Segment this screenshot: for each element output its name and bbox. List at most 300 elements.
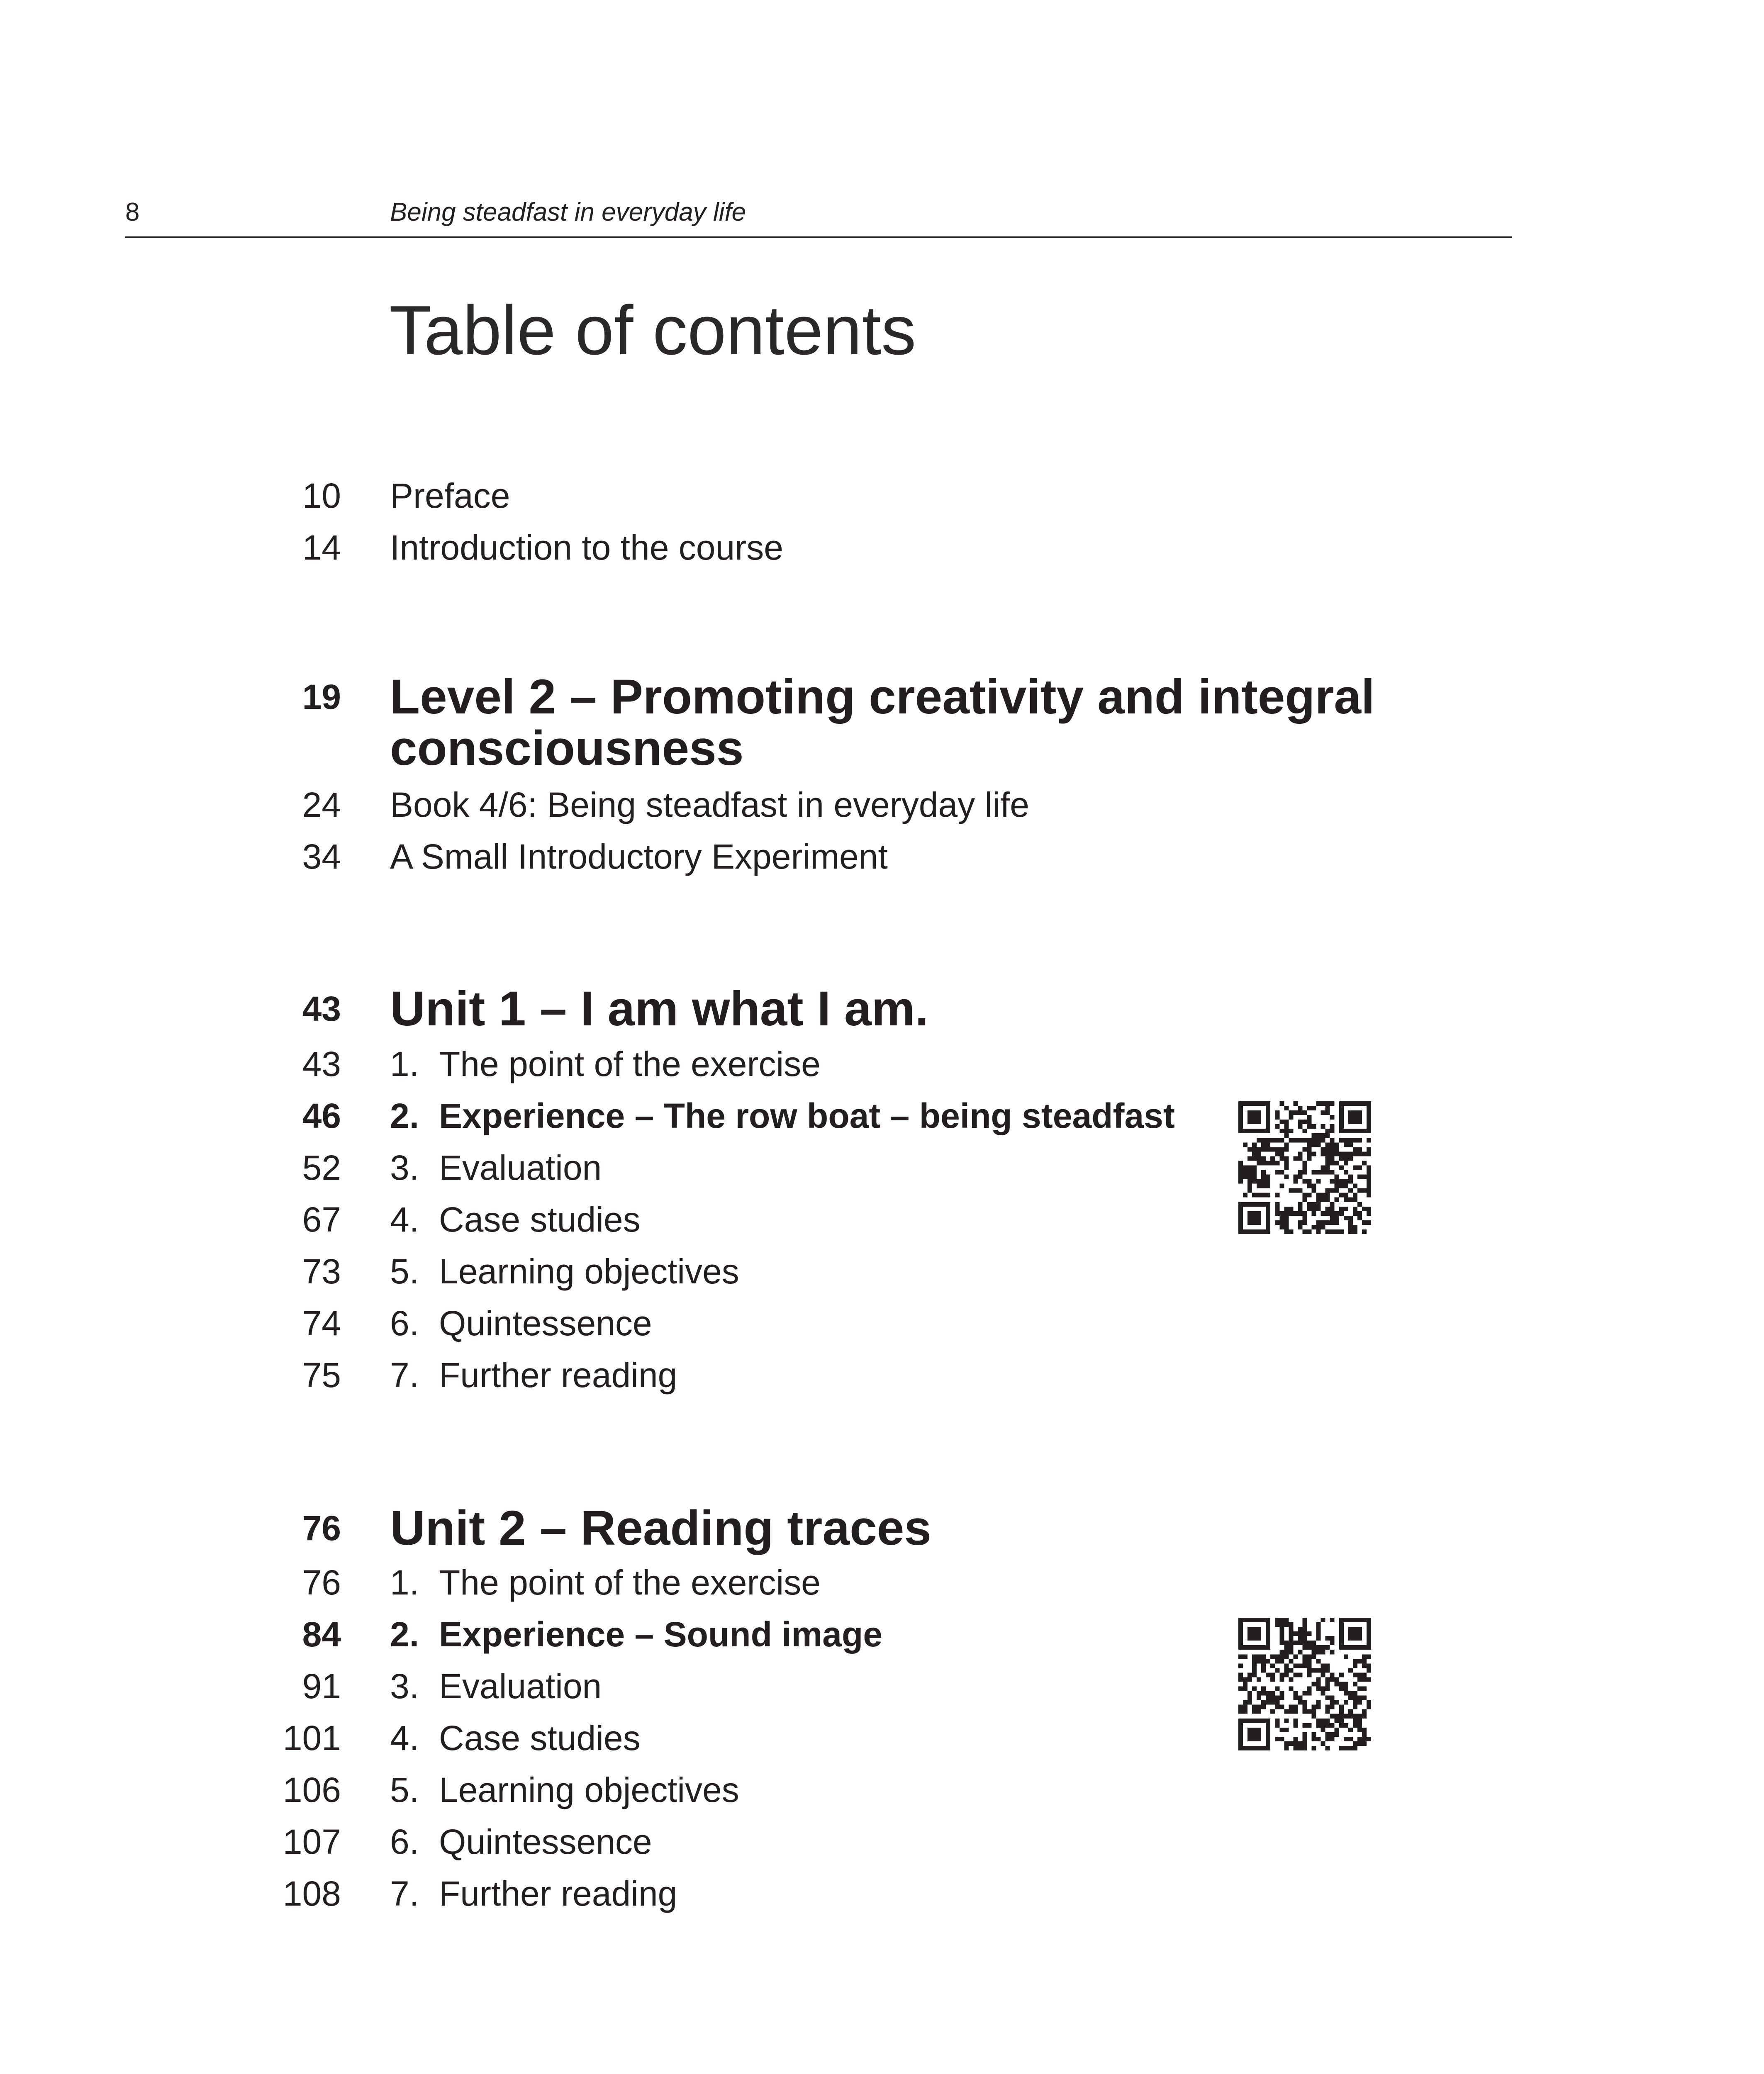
qr-module: [1339, 1719, 1344, 1723]
qr-module: [1252, 1663, 1257, 1668]
qr-module: [1312, 1732, 1316, 1737]
qr-module: [1252, 1728, 1257, 1732]
qr-module: [1353, 1631, 1357, 1636]
qr-module: [1325, 1147, 1330, 1151]
qr-module: [1307, 1229, 1312, 1234]
qr-module: [1316, 1677, 1321, 1682]
qr-module: [1344, 1746, 1348, 1750]
qr-module: [1257, 1161, 1261, 1165]
qr-module: [1252, 1202, 1257, 1207]
toc-entry-number: 2.: [390, 1615, 419, 1654]
toc-page-number: 76: [302, 1509, 341, 1548]
qr-module: [1266, 1229, 1270, 1234]
qr-module: [1307, 1663, 1312, 1668]
qr-module: [1284, 1106, 1289, 1110]
qr-module: [1321, 1133, 1325, 1138]
qr-module: [1284, 1220, 1289, 1225]
qr-module: [1367, 1220, 1371, 1225]
qr-module: [1321, 1165, 1325, 1170]
qr-module: [1335, 1179, 1339, 1184]
qr-module: [1279, 1696, 1284, 1700]
qr-module: [1261, 1654, 1266, 1659]
qr-module: [1266, 1700, 1270, 1705]
qr-module: [1330, 1220, 1335, 1225]
qr-module: [1266, 1696, 1270, 1700]
qr-module: [1261, 1645, 1266, 1650]
qr-module: [1367, 1184, 1371, 1188]
qr-module: [1335, 1147, 1339, 1151]
qr-module: [1302, 1732, 1307, 1737]
qr-module: [1367, 1211, 1371, 1216]
qr-module: [1353, 1636, 1357, 1641]
qr-module: [1321, 1110, 1325, 1115]
toc-entry-label: Quintessence: [439, 1304, 652, 1343]
qr-module: [1348, 1737, 1353, 1741]
qr-module: [1302, 1179, 1307, 1184]
qr-module: [1289, 1129, 1293, 1133]
qr-module: [1293, 1719, 1298, 1723]
qr-module: [1243, 1193, 1247, 1198]
qr-module: [1321, 1618, 1325, 1622]
qr-module: [1252, 1732, 1257, 1737]
qr-module: [1348, 1120, 1353, 1124]
toc-page-number: 24: [302, 785, 341, 824]
qr-module: [1339, 1101, 1344, 1106]
qr-module: [1275, 1737, 1279, 1741]
qr-module: [1252, 1746, 1257, 1750]
qr-module: [1289, 1645, 1293, 1650]
qr-module: [1339, 1124, 1344, 1129]
qr-module: [1307, 1106, 1312, 1110]
qr-module: [1367, 1124, 1371, 1129]
qr-module: [1266, 1129, 1270, 1133]
qr-module: [1348, 1129, 1353, 1133]
qr-module: [1247, 1645, 1252, 1650]
qr-module: [1284, 1645, 1289, 1650]
qr-module: [1293, 1709, 1298, 1714]
qr-module: [1257, 1631, 1261, 1636]
qr-module: [1275, 1705, 1279, 1709]
qr-module: [1261, 1138, 1266, 1142]
qr-module: [1357, 1627, 1362, 1631]
qr-module: [1261, 1687, 1266, 1691]
qr-module: [1302, 1741, 1307, 1746]
qr-module: [1293, 1696, 1298, 1700]
qr-module: [1316, 1723, 1321, 1728]
qr-module: [1344, 1142, 1348, 1147]
qr-module: [1247, 1737, 1252, 1741]
header-divider: [125, 236, 1512, 238]
qr-module: [1357, 1659, 1362, 1663]
qr-module: [1275, 1170, 1279, 1175]
qr-module: [1261, 1156, 1266, 1161]
qr-module: [1298, 1207, 1302, 1211]
qr-module: [1293, 1663, 1298, 1668]
qr-module: [1367, 1677, 1371, 1682]
qr-module: [1279, 1636, 1284, 1641]
qr-module: [1261, 1202, 1266, 1207]
qr-module: [1330, 1618, 1335, 1622]
qr-module: [1348, 1175, 1353, 1179]
qr-module: [1243, 1175, 1247, 1179]
qr-module: [1307, 1659, 1312, 1663]
qr-module: [1247, 1636, 1252, 1641]
qr-module: [1284, 1650, 1289, 1654]
qr-module: [1257, 1193, 1261, 1198]
qr-module: [1312, 1184, 1316, 1188]
qr-module: [1330, 1129, 1335, 1133]
qr-module: [1279, 1147, 1284, 1151]
qr-module: [1247, 1184, 1252, 1188]
toc-entry-number: 4.: [390, 1200, 419, 1239]
qr-module: [1348, 1188, 1353, 1193]
qr-module: [1284, 1672, 1289, 1677]
qr-module: [1362, 1677, 1367, 1682]
qr-module: [1348, 1101, 1353, 1106]
qr-module: [1243, 1229, 1247, 1234]
qr-module: [1289, 1188, 1293, 1193]
qr-module: [1261, 1101, 1266, 1106]
qr-module: [1266, 1184, 1270, 1188]
qr-module: [1238, 1654, 1243, 1659]
qr-module: [1266, 1691, 1270, 1696]
qr-module: [1325, 1170, 1330, 1175]
qr-module: [1312, 1705, 1316, 1709]
qr-module: [1298, 1124, 1302, 1129]
qr-module: [1238, 1211, 1243, 1216]
qr-module: [1325, 1687, 1330, 1691]
qr-module: [1344, 1198, 1348, 1202]
qr-module: [1330, 1142, 1335, 1147]
qr-module: [1284, 1129, 1289, 1133]
qr-module: [1243, 1165, 1247, 1170]
qr-module: [1279, 1650, 1284, 1654]
qr-module: [1247, 1147, 1252, 1151]
qr-module: [1238, 1225, 1243, 1229]
qr-module: [1266, 1110, 1270, 1115]
qr-module: [1302, 1120, 1307, 1124]
qr-module: [1312, 1124, 1316, 1129]
qr-module: [1275, 1659, 1279, 1663]
qr-module: [1307, 1115, 1312, 1120]
qr-module: [1330, 1124, 1335, 1129]
qr-module: [1257, 1645, 1261, 1650]
qr-module: [1330, 1723, 1335, 1728]
qr-module: [1289, 1229, 1293, 1234]
qr-module: [1289, 1115, 1293, 1120]
qr-module: [1238, 1207, 1243, 1211]
qr-module: [1335, 1700, 1339, 1705]
qr-module: [1362, 1654, 1367, 1659]
qr-code-unit-2[interactable]: [1238, 1618, 1371, 1750]
qr-module: [1266, 1746, 1270, 1750]
qr-module: [1238, 1216, 1243, 1220]
qr-module: [1367, 1138, 1371, 1142]
qr-module: [1348, 1691, 1353, 1696]
qr-module: [1348, 1156, 1353, 1161]
qr-module: [1344, 1161, 1348, 1165]
qr-module: [1302, 1636, 1307, 1641]
qr-module: [1238, 1645, 1243, 1650]
qr-module: [1284, 1211, 1289, 1216]
qr-module: [1279, 1220, 1284, 1225]
qr-module: [1339, 1120, 1344, 1124]
qr-module: [1252, 1737, 1257, 1741]
qr-module: [1266, 1622, 1270, 1627]
qr-module: [1335, 1229, 1339, 1234]
qr-module: [1252, 1147, 1257, 1151]
qr-module: [1257, 1691, 1261, 1696]
qr-module: [1367, 1120, 1371, 1124]
qr-module: [1289, 1741, 1293, 1746]
qr-module: [1289, 1207, 1293, 1211]
qr-module: [1266, 1207, 1270, 1211]
qr-module: [1247, 1691, 1252, 1696]
qr-module: [1321, 1147, 1325, 1151]
qr-module: [1252, 1645, 1257, 1650]
qr-module: [1307, 1645, 1312, 1650]
qr-module: [1367, 1179, 1371, 1184]
qr-module: [1252, 1654, 1257, 1659]
qr-module: [1362, 1732, 1367, 1737]
qr-module: [1348, 1110, 1353, 1115]
qr-module: [1357, 1741, 1362, 1746]
qr-module: [1316, 1636, 1321, 1641]
qr-module: [1325, 1732, 1330, 1737]
qr-module: [1357, 1101, 1362, 1106]
qr-module: [1298, 1120, 1302, 1124]
qr-module: [1289, 1709, 1293, 1714]
qr-module: [1247, 1156, 1252, 1161]
qr-module: [1293, 1705, 1298, 1709]
qr-module: [1339, 1714, 1344, 1719]
qr-module: [1367, 1170, 1371, 1175]
qr-module: [1261, 1161, 1266, 1165]
qr-module: [1312, 1202, 1316, 1207]
qr-module: [1289, 1627, 1293, 1631]
toc-page-number: 91: [302, 1667, 341, 1706]
qr-module: [1344, 1654, 1348, 1659]
qr-module: [1339, 1229, 1344, 1234]
qr-module: [1270, 1700, 1275, 1705]
qr-module: [1252, 1179, 1257, 1184]
qr-module: [1284, 1618, 1289, 1622]
qr-module: [1325, 1677, 1330, 1682]
qr-module: [1312, 1714, 1316, 1719]
qr-module: [1339, 1641, 1344, 1645]
qr-module: [1339, 1156, 1344, 1161]
qr-module: [1298, 1138, 1302, 1142]
qr-module: [1316, 1737, 1321, 1741]
qr-code-unit-1[interactable]: [1238, 1101, 1371, 1234]
qr-module: [1298, 1696, 1302, 1700]
qr-module: [1266, 1723, 1270, 1728]
qr-module: [1275, 1151, 1279, 1156]
qr-module: [1316, 1622, 1321, 1627]
qr-module: [1257, 1120, 1261, 1124]
qr-module: [1353, 1723, 1357, 1728]
qr-module: [1312, 1207, 1316, 1211]
qr-module: [1353, 1700, 1357, 1705]
qr-module: [1307, 1672, 1312, 1677]
qr-module: [1357, 1714, 1362, 1719]
qr-module: [1298, 1106, 1302, 1110]
qr-module: [1302, 1705, 1307, 1709]
qr-module: [1261, 1179, 1266, 1184]
qr-module: [1312, 1737, 1316, 1741]
qr-module: [1243, 1677, 1247, 1682]
qr-module: [1316, 1627, 1321, 1631]
qr-module: [1362, 1175, 1367, 1179]
qr-module: [1298, 1175, 1302, 1179]
qr-module: [1353, 1198, 1357, 1202]
qr-module: [1339, 1110, 1344, 1115]
qr-module: [1325, 1110, 1330, 1115]
qr-module: [1298, 1631, 1302, 1636]
qr-module: [1261, 1700, 1266, 1705]
qr-module: [1312, 1151, 1316, 1156]
qr-module: [1312, 1170, 1316, 1175]
qr-module: [1330, 1700, 1335, 1705]
qr-module: [1335, 1216, 1339, 1220]
qr-module: [1316, 1179, 1321, 1184]
qr-module: [1247, 1719, 1252, 1723]
qr-module: [1261, 1719, 1266, 1723]
qr-module: [1312, 1641, 1316, 1645]
qr-module: [1353, 1165, 1357, 1170]
qr-module: [1330, 1732, 1335, 1737]
qr-module: [1339, 1179, 1344, 1184]
qr-module: [1357, 1216, 1362, 1220]
qr-module: [1247, 1696, 1252, 1700]
qr-module: [1243, 1618, 1247, 1622]
qr-module: [1266, 1175, 1270, 1179]
qr-module: [1238, 1110, 1243, 1115]
qr-module: [1243, 1687, 1247, 1691]
qr-module: [1348, 1714, 1353, 1719]
qr-module: [1275, 1202, 1279, 1207]
qr-module: [1302, 1129, 1307, 1133]
qr-module: [1348, 1216, 1353, 1220]
qr-module: [1307, 1193, 1312, 1198]
qr-module: [1257, 1732, 1261, 1737]
qr-module: [1335, 1188, 1339, 1193]
qr-module: [1243, 1719, 1247, 1723]
qr-module: [1266, 1124, 1270, 1129]
qr-module: [1257, 1737, 1261, 1741]
qr-module: [1330, 1229, 1335, 1234]
qr-module: [1321, 1645, 1325, 1650]
qr-module: [1316, 1225, 1321, 1229]
qr-module: [1266, 1636, 1270, 1641]
qr-module: [1266, 1737, 1270, 1741]
qr-module: [1247, 1188, 1252, 1193]
qr-module: [1339, 1193, 1344, 1198]
qr-module: [1302, 1709, 1307, 1714]
qr-module: [1302, 1170, 1307, 1175]
qr-module: [1367, 1636, 1371, 1641]
qr-module: [1325, 1682, 1330, 1686]
toc-page-number: 74: [302, 1304, 341, 1343]
qr-module: [1275, 1161, 1279, 1165]
qr-module: [1321, 1211, 1325, 1216]
qr-module: [1279, 1672, 1284, 1677]
qr-module: [1298, 1110, 1302, 1115]
toc-page-number: 14: [302, 528, 341, 567]
toc-entry-label: Book 4/6: Being steadfast in everyday life: [390, 785, 1029, 824]
qr-module: [1330, 1705, 1335, 1709]
qr-module: [1284, 1120, 1289, 1124]
qr-module: [1367, 1645, 1371, 1650]
qr-module: [1279, 1728, 1284, 1732]
qr-module: [1261, 1705, 1266, 1709]
qr-module: [1279, 1737, 1284, 1741]
qr-module: [1243, 1709, 1247, 1714]
qr-module: [1316, 1700, 1321, 1705]
qr-module: [1252, 1115, 1257, 1120]
qr-module: [1279, 1225, 1284, 1229]
qr-module: [1335, 1732, 1339, 1737]
qr-module: [1247, 1115, 1252, 1120]
toc-entry-label: Case studies: [439, 1200, 641, 1239]
qr-module: [1344, 1645, 1348, 1650]
qr-module: [1302, 1700, 1307, 1705]
qr-module: [1289, 1687, 1293, 1691]
toc-entry-number: 7.: [390, 1874, 419, 1913]
qr-module: [1344, 1193, 1348, 1198]
qr-module: [1353, 1115, 1357, 1120]
qr-module: [1238, 1723, 1243, 1728]
qr-module: [1330, 1672, 1335, 1677]
qr-module: [1362, 1207, 1367, 1211]
qr-module: [1348, 1668, 1353, 1672]
qr-module: [1247, 1175, 1252, 1179]
qr-module: [1252, 1175, 1257, 1179]
qr-module: [1261, 1229, 1266, 1234]
qr-module: [1302, 1161, 1307, 1165]
qr-module: [1238, 1672, 1243, 1677]
qr-module: [1353, 1120, 1357, 1124]
qr-module: [1335, 1677, 1339, 1682]
qr-module: [1367, 1106, 1371, 1110]
qr-module: [1293, 1110, 1298, 1115]
qr-module: [1344, 1714, 1348, 1719]
qr-module: [1275, 1719, 1279, 1723]
qr-module: [1348, 1728, 1353, 1732]
qr-module: [1275, 1700, 1279, 1705]
qr-module: [1339, 1636, 1344, 1641]
qr-module: [1339, 1184, 1344, 1188]
qr-module: [1257, 1705, 1261, 1709]
qr-module: [1252, 1129, 1257, 1133]
qr-module: [1302, 1165, 1307, 1170]
qr-module: [1344, 1184, 1348, 1188]
qr-module: [1344, 1207, 1348, 1211]
qr-module: [1284, 1216, 1289, 1220]
qr-module: [1348, 1645, 1353, 1650]
qr-module: [1302, 1193, 1307, 1198]
qr-module: [1302, 1627, 1307, 1631]
qr-module: [1321, 1170, 1325, 1175]
qr-module: [1279, 1631, 1284, 1636]
qr-module: [1266, 1631, 1270, 1636]
qr-module: [1261, 1659, 1266, 1663]
qr-module: [1344, 1179, 1348, 1184]
qr-module: [1298, 1220, 1302, 1225]
qr-module: [1325, 1696, 1330, 1700]
qr-module: [1353, 1147, 1357, 1151]
qr-module: [1344, 1156, 1348, 1161]
